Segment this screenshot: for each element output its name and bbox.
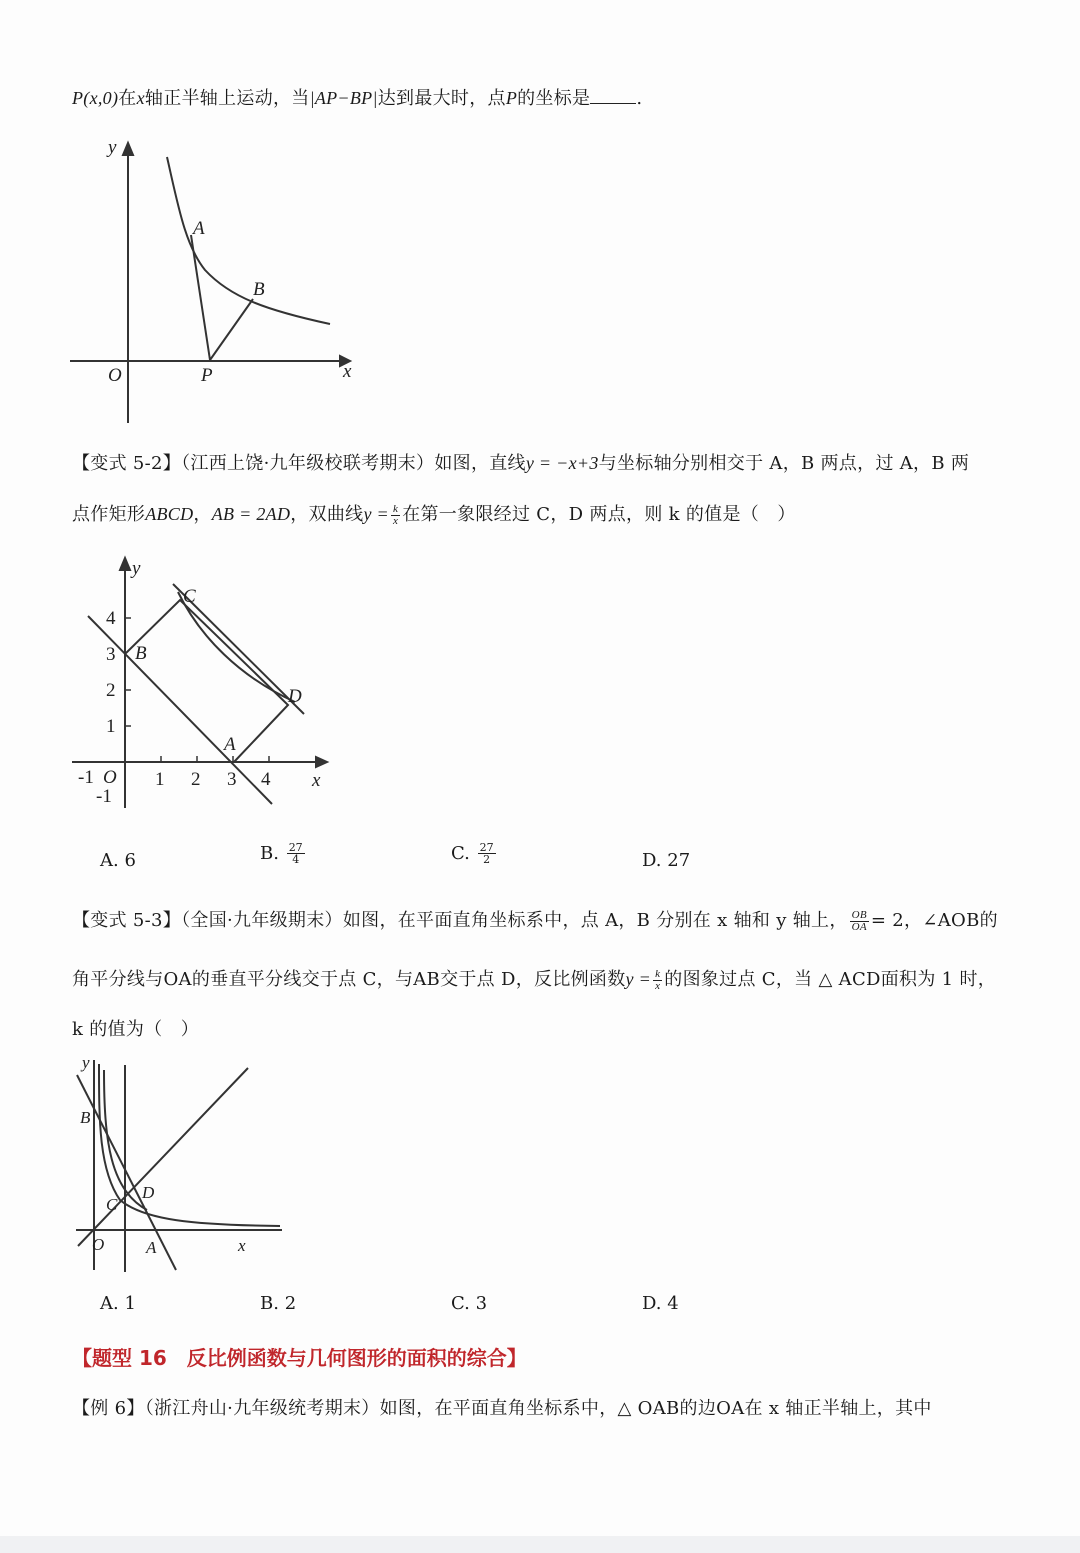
q1-point: P(x,0) — [72, 88, 119, 108]
fig2-tick-y-2: 2 — [106, 680, 116, 701]
fig3-label-c: C — [106, 1195, 118, 1214]
fig2-tick-y-neg1: -1 — [96, 786, 112, 807]
fig2-label-o: O — [103, 767, 117, 788]
v53-option-d[interactable]: D. 4 — [642, 1293, 679, 1314]
q1-text: P(x,0)在x轴正半轴上运动，当|AP−BP|达到最大时，点P的坐标是 . — [72, 88, 643, 109]
v53-line-3: k 的值为（ ） — [72, 1019, 200, 1040]
figure-1 — [60, 135, 360, 425]
v53-option-a[interactable]: A. 1 — [100, 1293, 136, 1314]
v52-option-c[interactable]: C. $\frac{27}{2}$ — [451, 841, 494, 866]
v53-line-2: 角平分线与OA的垂直平分线交于点 C，与AB交于点 D，反比例函数y = $\frac{k}{x}$ 的图象过点 C，当 △ ACD面积为 1 时， — [72, 967, 997, 992]
fig2-tick-x-1: 1 — [155, 769, 165, 790]
fig1-segment-ap — [191, 235, 210, 360]
fig2-label-d: D — [288, 686, 302, 707]
fig1-label-a: A — [193, 218, 205, 239]
fig2-label-y: y — [132, 558, 141, 579]
fig2-label-x: x — [312, 770, 321, 791]
fig3-label-a: A — [146, 1238, 157, 1257]
answer-blank — [590, 89, 636, 104]
fig1-label-y: y — [108, 137, 117, 158]
ex6-tag: 【例 6】 — [72, 1398, 145, 1419]
v52-option-d[interactable]: D. 27 — [642, 850, 691, 871]
fig3-label-y: y — [82, 1053, 90, 1072]
figure-5-2 — [70, 552, 340, 817]
v53-option-c[interactable]: C. 3 — [451, 1293, 488, 1314]
fig1-label-o: O — [108, 365, 122, 386]
figure-5-3 — [72, 1050, 292, 1275]
fig3-hyperbola — [99, 1064, 280, 1226]
v52-option-a[interactable]: A. 6 — [100, 850, 136, 871]
ex6-line: 【例 6】（浙江舟山·九年级统考期末）如图，在平面直角坐标系中，△ OAB的边OA在 x 轴正半轴上，其中 — [72, 1398, 932, 1419]
fig2-tick-y-4: 4 — [106, 608, 116, 629]
fig2-label-a: A — [224, 734, 236, 755]
v53-fraction-k-x: $\frac{k}{x}$ — [655, 967, 661, 992]
v52-line-2: 点作矩形ABCD，AB = 2AD，双曲线y = $\frac{k}{x}$ 在第一象限经过 C，D 两点，则 k 的值是（ ） — [72, 502, 796, 527]
page-bottom-band — [0, 1536, 1080, 1553]
fig2-label-c: C — [183, 586, 196, 607]
fig2-tick-y-1: 1 — [106, 716, 116, 737]
fig2-tick-x-4: 4 — [261, 769, 271, 790]
fig1-segment-bp — [210, 299, 253, 360]
fig1-label-b: B — [253, 279, 265, 300]
fig2-label-b: B — [135, 643, 147, 664]
fig3-label-b: B — [80, 1108, 91, 1127]
v52-fraction-k-x: $\frac{k}{x}$ — [393, 502, 399, 527]
v52-line-1: 【变式 5-2】（江西上饶·九年级校联考期末）如图，直线y = −x+3与坐标轴分别相交于 A，B 两点，过 A，B 两 — [72, 453, 970, 474]
fig2-tick-x-3: 3 — [227, 769, 237, 790]
fig3-label-o: O — [92, 1235, 105, 1254]
fig3-label-d: D — [142, 1183, 155, 1202]
section-heading: 【题型 16 反比例函数与几何图形的面积的综合】 — [72, 1346, 527, 1370]
q1-expression: |AP−BP| — [309, 88, 378, 108]
fig2-tick-y-3: 3 — [106, 644, 116, 665]
fig2-tick-x-2: 2 — [191, 769, 201, 790]
v52-tag: 【变式 5-2】 — [72, 453, 182, 474]
fig1-label-p: P — [201, 365, 213, 386]
v53-fraction-ob-oa: $\frac{OB}{OA}$ — [851, 908, 867, 933]
fig2-tick-x-neg1: -1 — [78, 767, 94, 788]
v53-line-1: 【变式 5-3】（全国·九年级期末）如图，在平面直角坐标系中，点 A，B 分别在 x 轴和 y 轴上， $\frac{OB}{OA}$ = 2，∠AOB的 — [72, 908, 998, 933]
v53-option-b[interactable]: B. 2 — [260, 1293, 297, 1314]
fig1-label-x: x — [343, 361, 352, 382]
v52-option-b[interactable]: B. $\frac{27}{4}$ — [260, 841, 303, 866]
fig3-label-x: x — [238, 1236, 246, 1255]
v53-tag: 【变式 5-3】 — [72, 910, 182, 931]
